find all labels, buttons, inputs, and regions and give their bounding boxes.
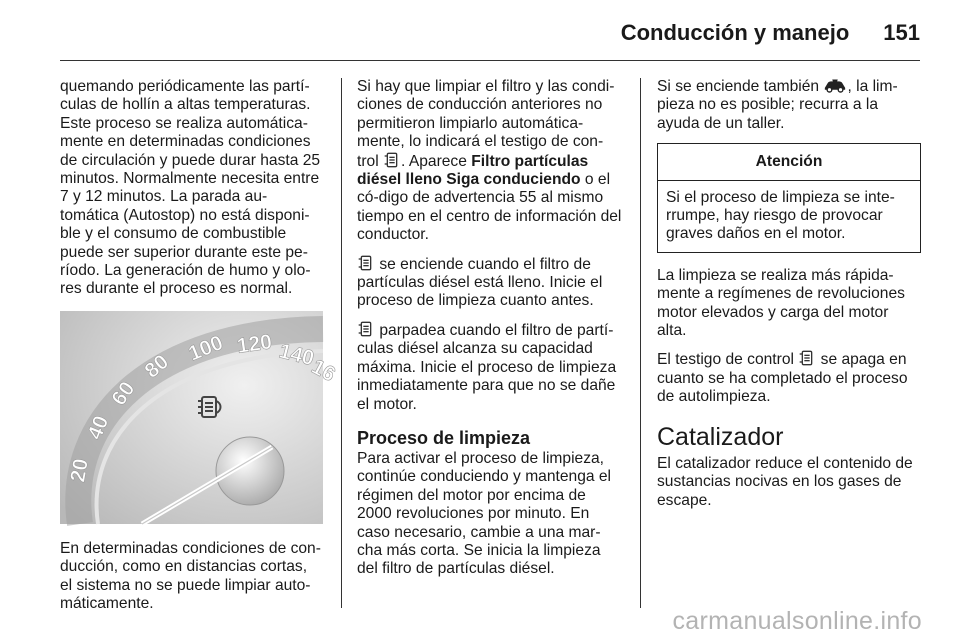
particle-filter-icon [357,321,375,337]
gauge-hub [216,437,284,505]
tick-label: 100 [185,331,227,366]
warning-heading: Atención [658,144,920,180]
text-run: se apaga en cuanto se ha completado el proceso de autolimpieza. [657,351,908,406]
tick-label: 20 [66,456,93,484]
paragraph [357,78,624,245]
watermark: carmanualsonline.info [672,607,922,635]
paragraph: quemando periódicamente las partí-culas de hollín a altas temperaturas. Este proceso se realiza automática-mente en determinadas condiciones de circulación y puede durar hasta 25 minutos. Normalmente necesita entre 7 y 12 minutos. La parada au-tomática (Autostop) no está disponi-ble y el consumo de combustible puede ser superior durante este pe-ríodo. La generación de humo y olo-res durante el proceso es normal. [60,78,321,298]
paragraph [657,78,921,133]
paragraph [657,350,921,406]
particle-filter-icon [383,152,401,168]
paragraph: El catalizador reduce el contenido de sustancias nocivas en los gases de escape. [657,454,913,509]
paragraph: En determinadas condiciones de con-ducción, como en distancias cortas, el sistema no se puede limpiar auto-máticamente. [60,539,321,613]
page-number: 151 [883,20,920,45]
column-divider [341,78,342,608]
tick-label: 16 [307,354,340,387]
column-1 [60,78,340,624]
particle-filter-icon [798,350,816,366]
tick-label: 80 [140,350,174,383]
warning-box [657,143,921,253]
column-3 [657,78,921,520]
tick-label: 140 [276,339,317,371]
paragraph [357,321,624,414]
display-message: Filtro partículas diésel lleno Siga conduciendo [357,152,589,189]
warning-body: Si el proceso de limpieza se inte-rrumpe, hay riesgo de provocar graves daños en el motor. [666,188,895,243]
column-2 [357,78,624,589]
tick-label: 60 [107,377,140,410]
paragraph [357,255,624,311]
page-title: Conducción y manejo [620,20,850,45]
tick-label: 40 [83,412,114,443]
service-vehicle-icon [823,79,847,93]
paragraph: Para activar el proceso de limpieza, continúe conduciendo y mantenga el régimen del motor por encima de 2000 revoluciones por minuto. En caso necesario, cambie a una mar-cha más corta. Se inicia la limpieza del filtro de partículas diésel. [357,449,612,578]
text-run: , la lim-pieza no es posible; recurra a la ayuda de un taller. [657,78,898,132]
text-run: Si se enciende también [657,78,820,95]
particle-filter-icon [357,255,375,271]
section-heading: Catalizador [657,422,784,451]
section-subheading: Proceso de limpieza [357,427,531,448]
page-header [621,18,920,48]
speedometer-image [60,311,340,524]
text-run: Si hay que limpiar el filtro y las condi-ciones de conducción anteriores no permitieron limpiarlo automática-mente, lo indicará el testigo de con-trol [357,78,615,170]
tick-label: 120 [235,330,274,358]
paragraph: La limpieza se realiza más rápida-mente a regímenes de revoluciones motor elevados y carga del motor alta. [657,266,905,340]
header-rule [60,60,920,61]
text-run: o el có-digo de advertencia 55 al mismo tiempo en el centro de información del conductor. [357,171,622,244]
text-run: parpadea cuando el filtro de partí-culas diésel alcanza su capacidad máxima. Inicie el proceso de limpieza inmediatamente para que no se dañe el motor. [357,321,617,413]
text-run: se enciende cuando el filtro de partículas diésel está lleno. Inicie el proceso de limpieza cuanto antes. [357,255,603,310]
text-run: . Aparece [401,152,467,170]
column-divider [640,78,641,608]
text-run: El testigo de control [657,351,794,369]
